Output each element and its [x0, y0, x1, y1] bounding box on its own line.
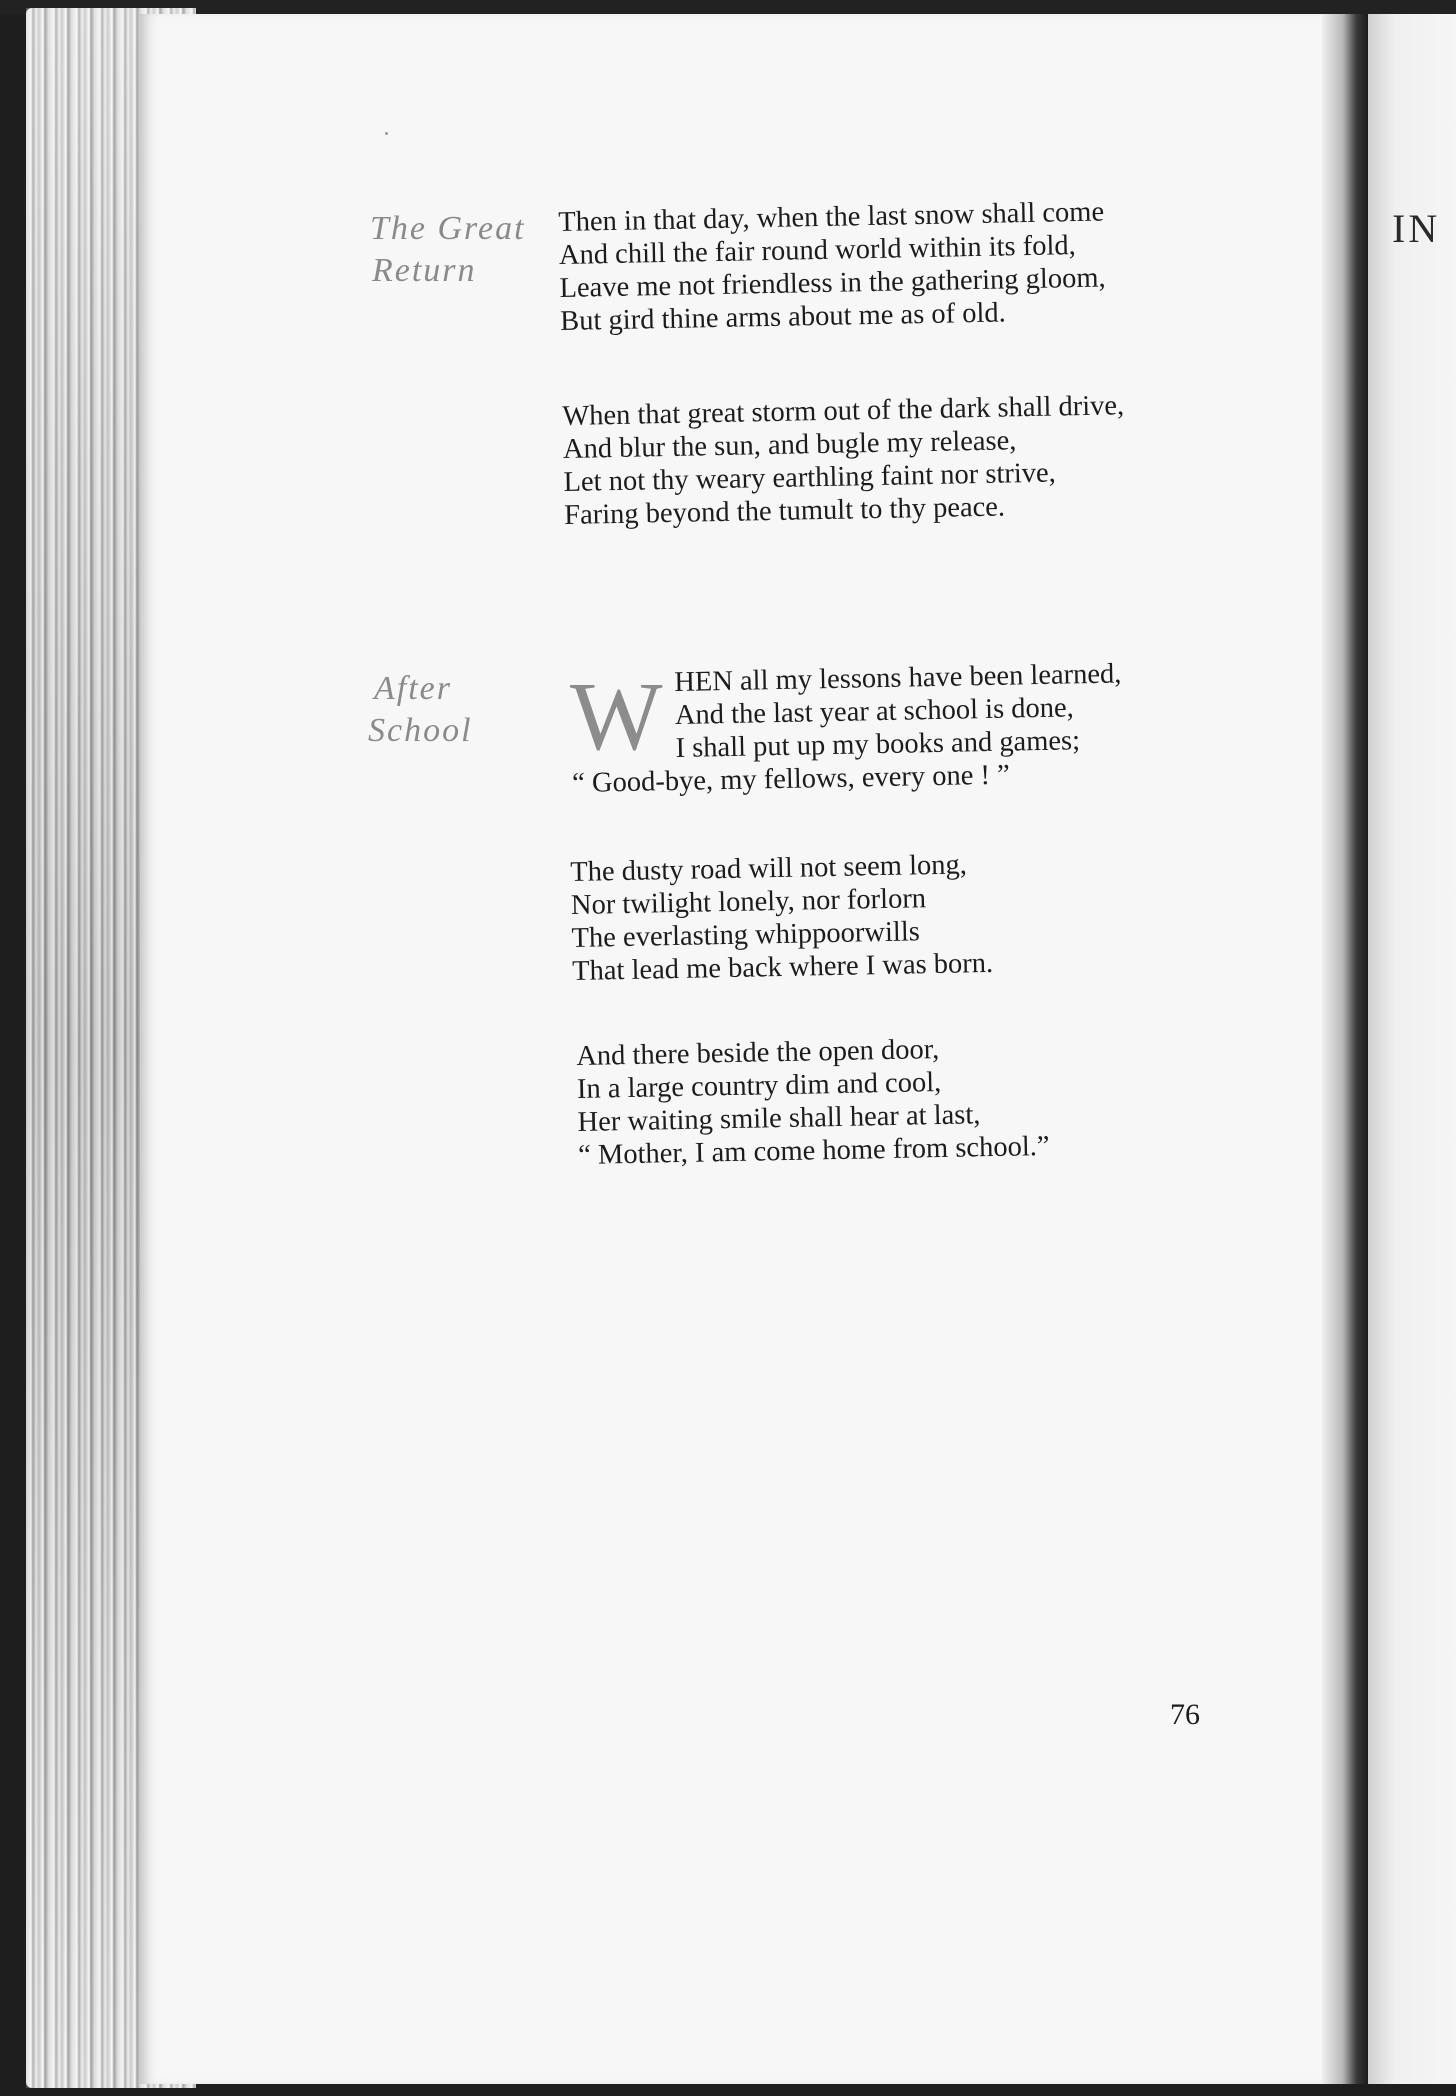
- poem-line: In a large country dim and cool,: [576, 1066, 942, 1105]
- page-speck: [385, 132, 388, 135]
- top-border: [0, 0, 1456, 14]
- poem-line: And there beside the open door,: [576, 1034, 940, 1072]
- book-gutter: [1322, 14, 1368, 2084]
- poem-line: HEN all my lessons have been learned,: [674, 658, 1122, 698]
- poem-line: “ Good-bye, my fellows, every one ! ”: [571, 759, 1011, 799]
- poem-stanza: [570, 657, 1124, 800]
- poem-line: And chill the fair round world within its fold,: [558, 230, 1077, 271]
- poem-stanza: [562, 389, 1126, 532]
- drop-cap-letter: W: [570, 663, 663, 771]
- poem-title-line: Return: [372, 252, 477, 289]
- poem-line: Faring beyond the tumult to thy peace.: [563, 491, 1006, 531]
- poem-line: The everlasting whippoorwills: [571, 916, 921, 954]
- facing-page: [1368, 14, 1456, 2084]
- poem-stanza: [576, 1031, 1050, 1172]
- poem-line: Let not thy weary earthling faint nor strive,: [563, 457, 1057, 498]
- poem-line: Nor twilight lonely, nor forlorn: [570, 883, 927, 921]
- poem-title-line: The Great: [370, 210, 526, 247]
- poem-line: “ Mother, I am come home from school.”: [577, 1130, 1050, 1171]
- poem-line: The dusty road will not seem long,: [570, 849, 968, 888]
- poem-line: Her waiting smile shall hear at last,: [577, 1099, 981, 1138]
- poem-title-the-great-return: [370, 208, 526, 292]
- page-number: 76: [1170, 1698, 1200, 1731]
- poem-line: Leave me not friendless in the gathering gloom,: [559, 262, 1106, 304]
- poem-line: I shall put up my books and games;: [675, 725, 1081, 764]
- poem-line: But gird thine arms about me as of old.: [559, 297, 1007, 337]
- poem-title-line: After: [374, 670, 452, 707]
- poem-title-after-school: [368, 668, 473, 752]
- poem-line: When that great storm out of the dark shall drive,: [562, 390, 1125, 432]
- poem-title-line: School: [368, 712, 473, 749]
- poem-line: Then in that day, when the last snow shall come: [558, 196, 1105, 238]
- poem-stanza: [570, 848, 993, 988]
- poem-line: And blur the sun, and bugle my release,: [562, 425, 1017, 465]
- facing-page-text: IN: [1392, 206, 1441, 251]
- poem-line: That lead me back where I was born.: [571, 947, 994, 987]
- poem-stanza: [558, 196, 1107, 338]
- poem-line: And the last year at school is done,: [674, 692, 1075, 731]
